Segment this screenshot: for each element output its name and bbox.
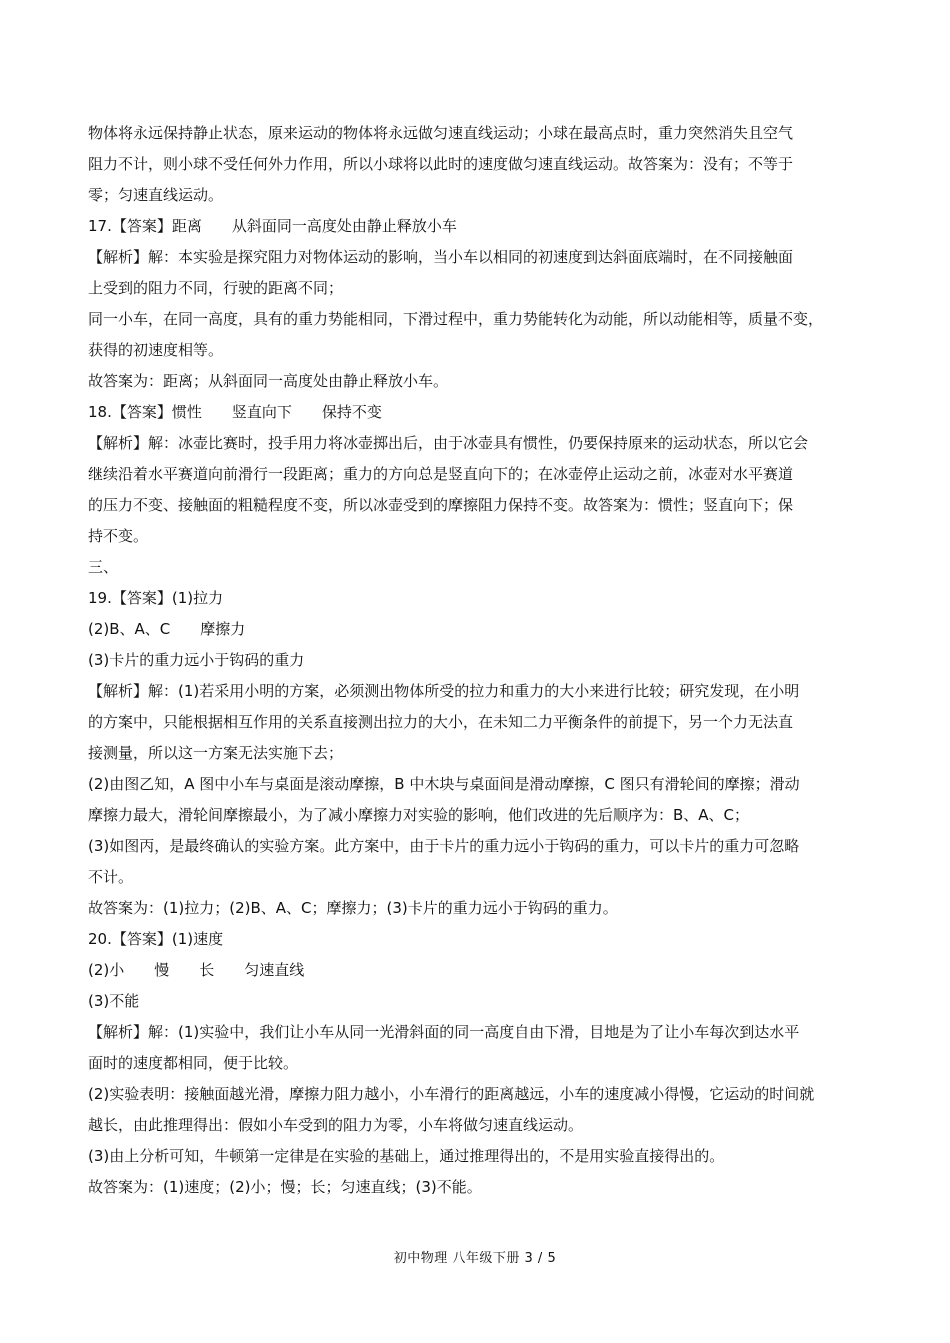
text-line: 零；匀速直线运动。	[88, 186, 224, 204]
text-line: 故答案为：(1)速度；(2)小；慢；长；匀速直线；(3)不能。	[88, 1178, 482, 1196]
text-line: 接测量，所以这一方案无法实施下去；	[88, 744, 344, 762]
text-line: (2)小 慢 长 匀速直线	[88, 961, 305, 979]
text-line: 18.【答案】惯性 竖直向下 保持不变	[88, 403, 382, 421]
text-line: 持不变。	[88, 527, 149, 545]
text-line: 面时的速度都相同，便于比较。	[88, 1054, 299, 1072]
text-line: 【解析】解：(1)实验中，我们让小车从同一光滑斜面的同一高度自由下滑，目地是为了让小车每次到达水平	[88, 1023, 800, 1041]
text-line: 【解析】解：(1)若采用小明的方案，必须测出物体所受的拉力和重力的大小来进行比较；研究发现，在小明	[88, 682, 800, 700]
text-line: (2)B、A、C 摩擦力	[88, 620, 246, 638]
text-line: 【解析】解：冰壶比赛时，投手用力将冰壶掷出后，由于冰壶具有惯性，仍要保持原来的运动状态，所以它会	[88, 434, 809, 452]
text-line: 17.【答案】距离 从斜面同一高度处由静止释放小车	[88, 217, 457, 235]
text-line: 摩擦力最大，滑轮间摩擦最小，为了减小摩擦力对实验的影响，他们改进的先后顺序为：B、A、C；	[88, 806, 750, 824]
text-line: (2)实验表明：接触面越光滑，摩擦力阻力越小，小车滑行的距离越远，小车的速度减小得慢，它运动的时间就	[88, 1085, 815, 1103]
text-line: 【解析】解：本实验是探究阻力对物体运动的影响，当小车以相同的初速度到达斜面底端时，在不同接触面	[88, 248, 794, 266]
text-line: 阻力不计，则小球不受任何外力作用，所以小球将以此时的速度做匀速直线运动。故答案为：没有；不等于	[88, 155, 794, 173]
text-line: 故答案为：(1)拉力；(2)B、A、C；摩擦力；(3)卡片的重力远小于钩码的重力。	[88, 899, 618, 917]
text-line: 的方案中，只能根据相互作用的关系直接测出拉力的大小，在未知二力平衡条件的前提下，另一个力无法直	[88, 713, 794, 731]
text-line: 继续沿着水平赛道向前滑行一段距离；重力的方向总是竖直向下的；在冰壶停止运动之前，冰壶对水平赛道	[88, 465, 794, 483]
text-line: 20.【答案】(1)速度	[88, 930, 224, 948]
answer-text	[88, 118, 868, 1203]
text-line: 获得的初速度相等。	[88, 341, 224, 359]
text-line: 不计。	[88, 868, 134, 886]
text-line: (3)不能	[88, 992, 140, 1010]
page-footer: 初中物理 八年级下册 3 / 5	[393, 1251, 557, 1266]
text-line: 故答案为：距离；从斜面同一高度处由静止释放小车。	[88, 372, 449, 390]
text-line: 物体将永远保持静止状态，原来运动的物体将永远做匀速直线运动；小球在最高点时，重力突然消失且空气	[88, 124, 794, 142]
text-line: (3)卡片的重力远小于钩码的重力	[88, 651, 305, 669]
text-line: 同一小车，在同一高度，具有的重力势能相同，下滑过程中，重力势能转化为动能，所以动能相等，质量不变，	[88, 310, 824, 328]
text-line: (2)由图乙知，A 图中小车与桌面是滚动摩擦，B 中木块与桌面间是滑动摩擦，C 图只有滑轮间的摩擦；滑动	[88, 775, 800, 793]
text-line: (3)如图丙，是最终确认的实验方案。此方案中，由于卡片的重力远小于钩码的重力，可以卡片的重力可忽略	[88, 837, 800, 855]
text-line: 19.【答案】(1)拉力	[88, 589, 224, 607]
text-line: 越长，由此推理得出：假如小车受到的阻力为零，小车将做匀速直线运动。	[88, 1116, 584, 1134]
text-line: (3)由上分析可知，牛顿第一定律是在实验的基础上，通过推理得出的，不是用实验直接得出的。	[88, 1147, 725, 1165]
text-line: 三、	[88, 558, 119, 576]
text-line: 上受到的阻力不同，行驶的距离不同；	[88, 279, 344, 297]
text-line: 的压力不变、接触面的粗糙程度不变，所以冰壶受到的摩擦阻力保持不变。故答案为：惯性；竖直向下；保	[88, 496, 794, 514]
